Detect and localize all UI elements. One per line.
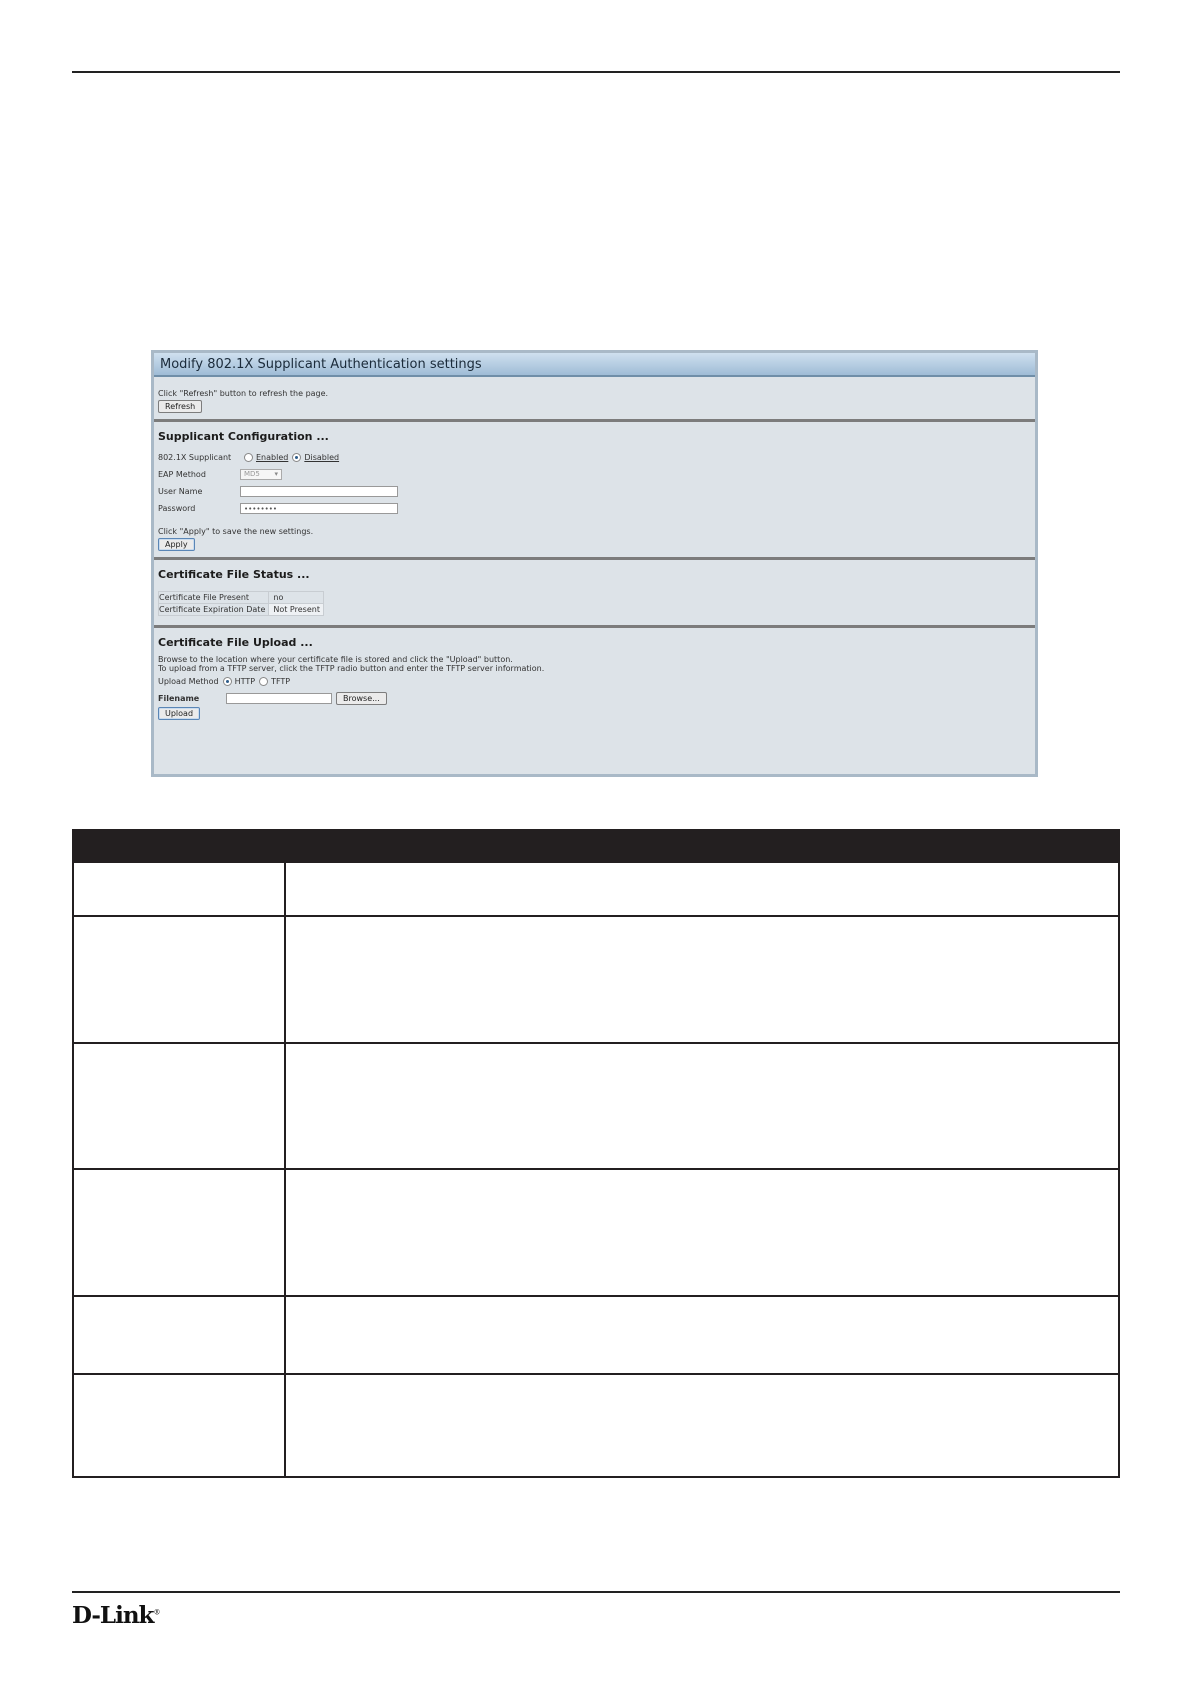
table-cell	[285, 1296, 1119, 1374]
filename-label: Filename	[158, 694, 200, 703]
certificate-status-table	[158, 591, 324, 616]
eap-method-row	[158, 466, 1031, 483]
eap-method-value: MD5	[244, 470, 260, 478]
apply-button[interactable]: Apply	[158, 538, 195, 551]
upload-note-browse: Browse to the location where your certificate file is stored and click the "Upload" button.	[158, 655, 513, 664]
filename-row	[158, 690, 1031, 707]
logo-text: D-Link	[72, 1602, 154, 1629]
user-name-label: User Name	[158, 487, 203, 496]
tftp-label: TFTP	[271, 677, 291, 686]
table-cell	[73, 1169, 285, 1296]
refresh-section	[154, 377, 1035, 422]
refresh-button[interactable]: Refresh	[158, 400, 202, 413]
disabled-label: Disabled	[304, 453, 340, 462]
refresh-note: Click "Refresh" button to refresh the page.	[158, 389, 329, 398]
certificate-present-label: Certificate File Present	[159, 592, 269, 604]
table-cell	[285, 1374, 1119, 1477]
table-cell	[285, 916, 1119, 1043]
certificate-upload-section	[154, 628, 1035, 726]
table-cell	[73, 916, 285, 1043]
upload-method-row	[158, 673, 1031, 690]
field-description-table	[72, 829, 1120, 1478]
table-cell	[73, 862, 285, 916]
table-header	[73, 830, 1119, 862]
table-header-row	[73, 830, 1119, 862]
certificate-upload-heading: Certificate File Upload ...	[158, 636, 313, 649]
eap-method-select[interactable]	[240, 469, 282, 480]
disabled-radio[interactable]	[292, 453, 301, 462]
password-row	[158, 500, 1031, 517]
eap-method-label: EAP Method	[158, 470, 206, 479]
table-cell	[285, 1169, 1119, 1296]
password-label: Password	[158, 504, 196, 513]
table-cell	[73, 1374, 285, 1477]
supplicant-row	[158, 449, 1031, 466]
enabled-label: Enabled	[256, 453, 289, 462]
certificate-status-section	[154, 560, 1035, 628]
registered-mark: ®	[153, 1608, 161, 1617]
table-row	[73, 1043, 1119, 1169]
certificate-status-heading: Certificate File Status ...	[158, 568, 310, 581]
chevron-down-icon: ▾	[274, 470, 278, 478]
panel-title: Modify 802.1X Supplicant Authentication settings	[154, 353, 1035, 377]
supplicant-label: 802.1X Supplicant	[158, 453, 232, 462]
certificate-present-value: no	[269, 592, 324, 604]
table-row	[73, 862, 1119, 916]
table-cell	[285, 862, 1119, 916]
certificate-expiration-value: Not Present	[269, 604, 324, 616]
footer-rule	[72, 1591, 1120, 1593]
browse-button[interactable]: Browse...	[336, 692, 387, 705]
upload-button[interactable]: Upload	[158, 707, 200, 720]
enabled-radio[interactable]	[244, 453, 253, 462]
user-name-row	[158, 483, 1031, 500]
user-name-input[interactable]	[240, 486, 398, 497]
table-row	[73, 916, 1119, 1043]
table-row	[73, 1374, 1119, 1477]
certificate-expiration-label: Certificate Expiration Date	[159, 604, 269, 616]
http-label: HTTP	[234, 677, 256, 686]
http-radio[interactable]	[223, 677, 232, 686]
table-row	[73, 1296, 1119, 1374]
table-row	[159, 604, 324, 616]
dlink-logo	[72, 1602, 161, 1629]
table-cell	[73, 1296, 285, 1374]
supplicant-configuration-section	[154, 422, 1035, 560]
header-rule	[72, 71, 1120, 73]
tftp-radio[interactable]	[259, 677, 268, 686]
table-row	[159, 592, 324, 604]
password-input[interactable]: ••••••••	[240, 503, 398, 514]
apply-note: Click "Apply" to save the new settings.	[158, 527, 314, 536]
supplicant-configuration-heading: Supplicant Configuration ...	[158, 430, 329, 443]
table-cell	[73, 1043, 285, 1169]
table-row	[73, 1169, 1119, 1296]
upload-method-label: Upload Method	[158, 677, 219, 686]
filename-input[interactable]	[226, 693, 332, 704]
table-cell	[285, 1043, 1119, 1169]
upload-note-tftp: To upload from a TFTP server, click the TFTP radio button and enter the TFTP server information.	[158, 664, 545, 673]
supplicant-settings-screenshot	[151, 350, 1038, 777]
